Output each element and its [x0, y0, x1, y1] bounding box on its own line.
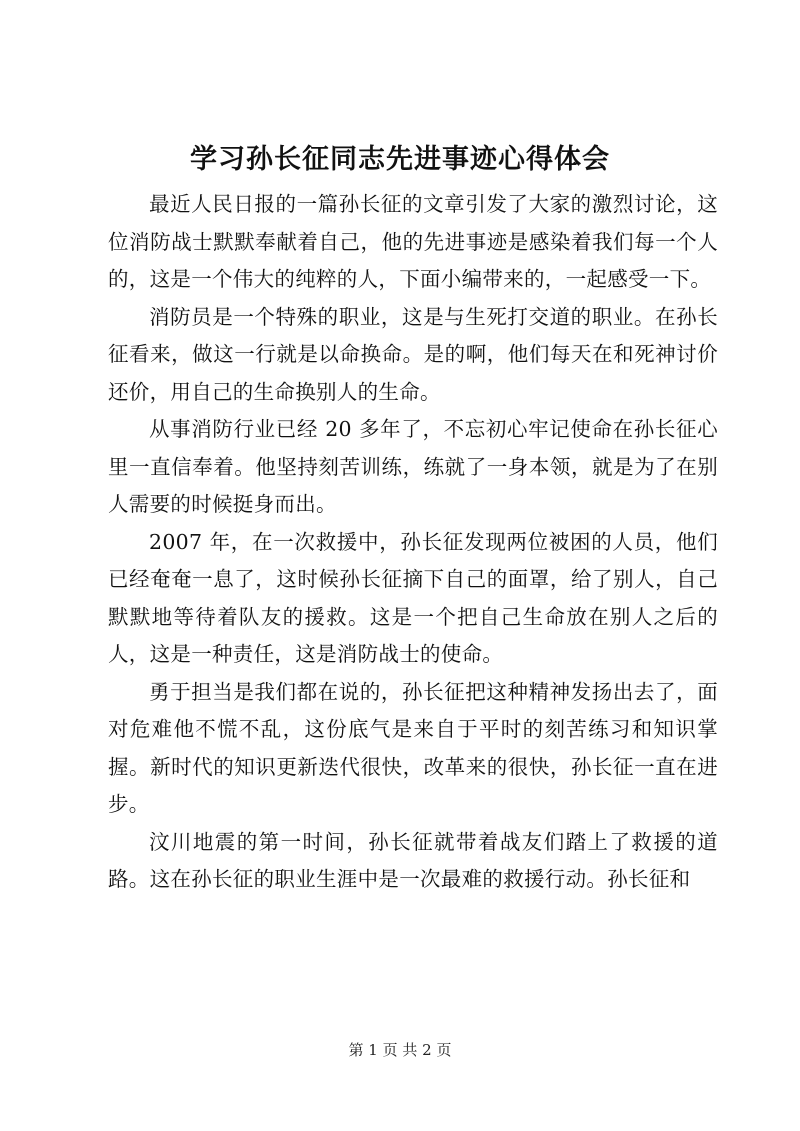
paragraph-3: 从事消防行业已经 20 多年了，不忘初心牢记使命在孙长征心里一直信奉着。他坚持刻苦训练，练就了一身本领，就是为了在别人需要的时候挺身而出。 [108, 417, 718, 516]
paragraph-1: 最近人民日报的一篇孙长征的文章引发了大家的激烈讨论，这位消防战士默默奉献着自己，他的先进事迹是感染着我们每一个人的，这是一个伟大的纯粹的人，下面小编带来的，一起感受一下。 [108, 192, 718, 291]
paragraph-2: 消防员是一个特殊的职业，这是与生死打交道的职业。在孙长征看来，做这一行就是以命换命。是的啊，他们每天在和死神讨价还价，用自己的生命换别人的生命。 [108, 304, 718, 404]
paragraph-5: 勇于担当是我们都在说的，孙长征把这种精神发扬出去了，面对危难他不慌不乱，这份底气是来自于平时的刻苦练习和知识掌握。新时代的知识更新迭代很快，改革来的很快，孙长征一直在进步。 [108, 679, 718, 816]
document-body [108, 186, 718, 899]
paragraph-6: 汶川地震的第一时间，孙长征就带着战友们踏上了救援的道路。这在孙长征的职业生涯中是一次最难的救援行动。孙长征和 [108, 829, 718, 891]
document-title: 学习孙长征同志先进事迹心得体会 [190, 144, 610, 175]
paragraph-4: 2007 年，在一次救援中，孙长征发现两位被困的人员，他们已经奄奄一息了，这时候孙长征摘下自己的面罩，给了别人，自己默默地等待着队友的援救。这是一个把自己生命放在别人之后的人，这是一种责任，这是消防战士的使命。 [108, 529, 718, 666]
page-footer: 第 1 页 共 2 页 [348, 1041, 452, 1059]
